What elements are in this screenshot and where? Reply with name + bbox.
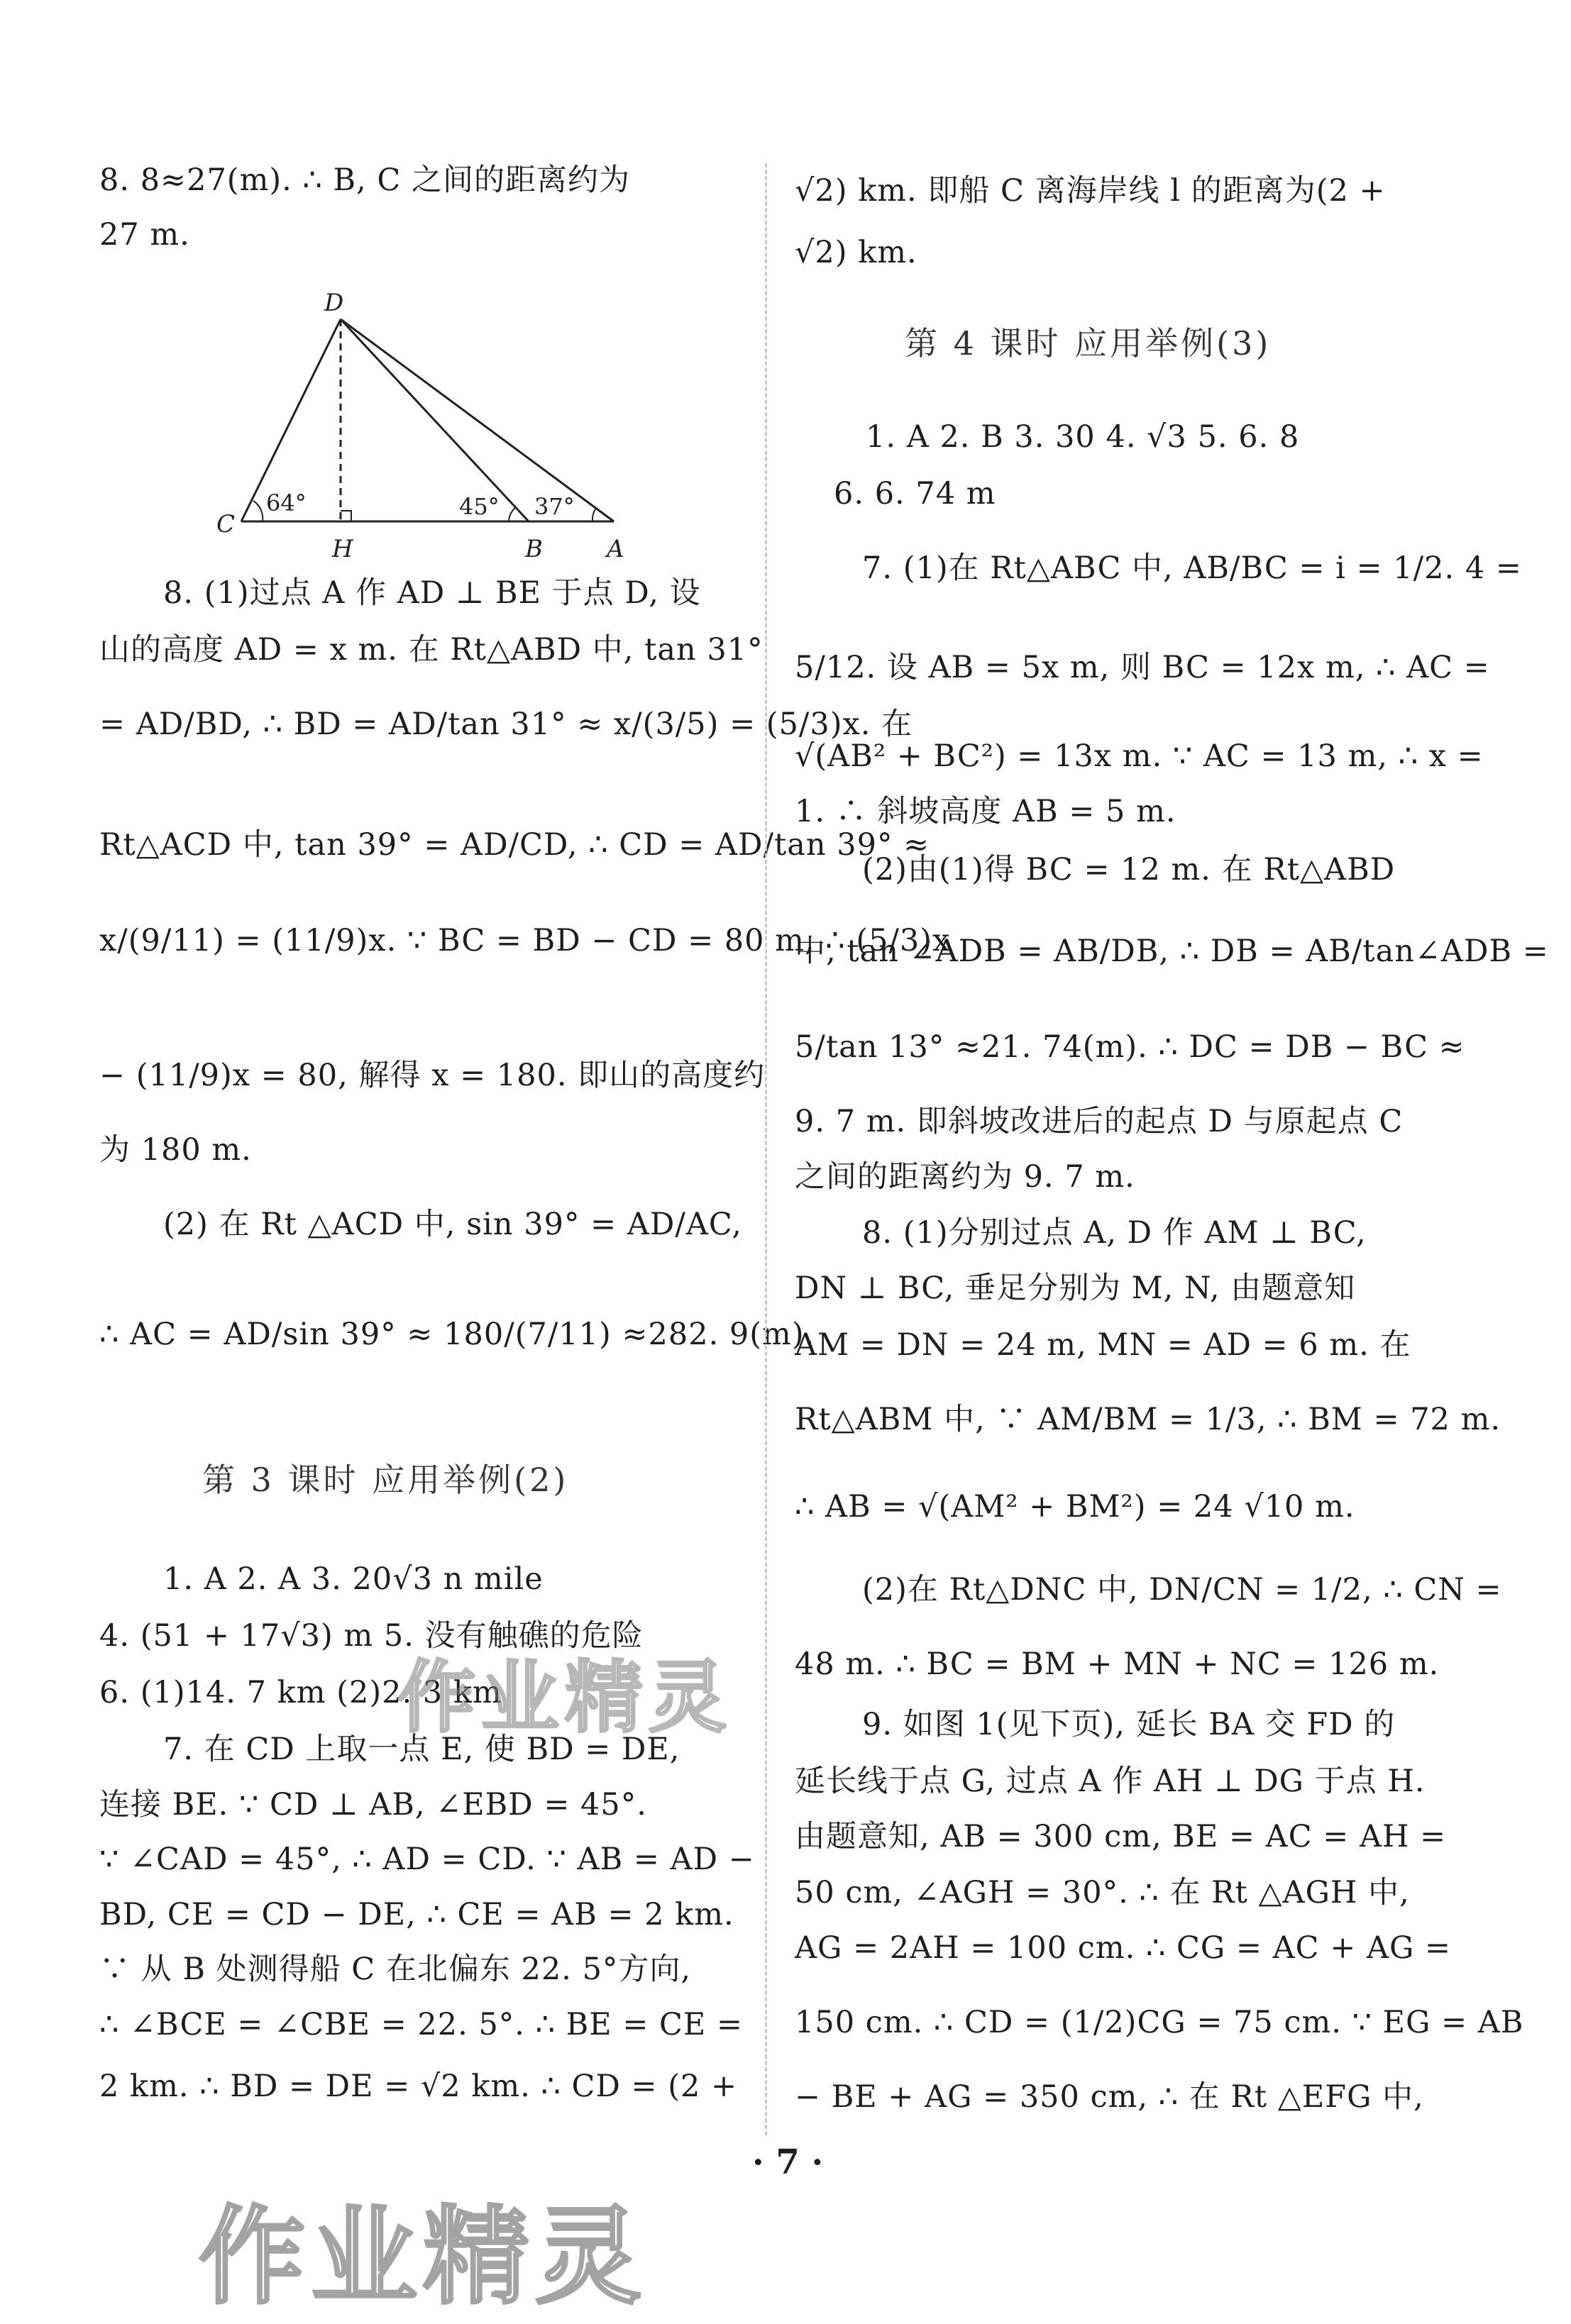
section-heading: 第 4 课时 应用举例(3) bbox=[905, 324, 1272, 363]
angle-label-64: 64° bbox=[266, 489, 307, 516]
text-line: 2 km. ∴ BD = DE = √2 km. ∴ CD = (2 + bbox=[99, 2069, 738, 2104]
text-line: 9. 7 m. 即斜坡改进后的起点 D 与原起点 C bbox=[795, 1104, 1404, 1139]
label-C: C bbox=[216, 510, 236, 538]
text-line: − BE + AG = 350 cm, ∴ 在 Rt △EFG 中, bbox=[795, 2079, 1424, 2115]
text-line: DN ⊥ BC, 垂足分别为 M, N, 由题意知 bbox=[795, 1271, 1356, 1306]
text-line: − (11/9)x = 80, 解得 x = 180. 即山的高度约 bbox=[99, 1058, 766, 1093]
text-line: Rt△ABM 中, ∵ AM/BM = 1/3, ∴ BM = 72 m. bbox=[795, 1402, 1501, 1437]
text-line: √(AB² + BC²) = 13x m. ∵ AC = 13 m, ∴ x = bbox=[795, 738, 1484, 774]
triangle-figure bbox=[202, 284, 642, 568]
text-line: ∵ ∠CAD = 45°, ∴ AD = CD. ∵ AB = AD − bbox=[99, 1842, 755, 1877]
watermark: 作业精灵 bbox=[199, 2196, 648, 2319]
text-line: ∴ AC = AD/sin 39° ≈ 180/(7/11) ≈282. 9(m). bbox=[99, 1317, 815, 1352]
text-line: AG = 2AH = 100 cm. ∴ CG = AC + AG = bbox=[795, 1930, 1452, 1966]
text-line: 山的高度 AD = x m. 在 Rt△ABD 中, tan 31° bbox=[99, 632, 764, 668]
text-line: √2) km. bbox=[795, 235, 917, 270]
text-line: (2)由(1)得 BC = 12 m. 在 Rt△ABD bbox=[862, 852, 1396, 887]
label-B: B bbox=[525, 535, 543, 563]
text-line: 27 m. bbox=[99, 217, 190, 253]
text-line: 7. (1)在 Rt△ABC 中, AB/BC = i = 1/2. 4 = bbox=[862, 550, 1522, 586]
text-line: 连接 BE. ∵ CD ⊥ AB, ∠EBD = 45°. bbox=[99, 1787, 647, 1822]
text-line: = AD/BD, ∴ BD = AD/tan 31° ≈ x/(3/5) = (5/3)x. 在 bbox=[99, 707, 913, 742]
right-angle-mark bbox=[341, 511, 351, 521]
angle-label-37: 37° bbox=[534, 493, 575, 520]
section-heading: 第 3 课时 应用举例(2) bbox=[202, 1461, 569, 1499]
text-line: 之间的距离约为 9. 7 m. bbox=[795, 1159, 1135, 1195]
text-line: 延长线于点 G, 过点 A 作 AH ⊥ DG 于点 H. bbox=[795, 1764, 1426, 1799]
text-line: 由题意知, AB = 300 cm, BE = AC = AH = bbox=[795, 1819, 1447, 1854]
text-line: (2) 在 Rt △ACD 中, sin 39° = AD/AC, bbox=[163, 1207, 742, 1242]
text-line: 7. 在 CD 上取一点 E, 使 BD = DE, bbox=[163, 1732, 680, 1767]
text-line: 48 m. ∴ BC = BM + MN + NC = 126 m. bbox=[795, 1647, 1440, 1682]
text-line: BD, CE = CD − DE, ∴ CE = AB = 2 km. bbox=[99, 1897, 734, 1932]
text-line: 50 cm, ∠AGH = 30°. ∴ 在 Rt △AGH 中, bbox=[795, 1875, 1410, 1910]
text-line: AM = DN = 24 m, MN = AD = 6 m. 在 bbox=[795, 1327, 1411, 1363]
column-divider bbox=[765, 163, 767, 2135]
text-line: 1. A 2. B 3. 30 4. √3 5. 6. 8 bbox=[866, 419, 1300, 455]
text-line: ∵ 从 B 处测得船 C 在北偏东 22. 5°方向, bbox=[99, 1952, 692, 1987]
watermark: 作业精灵 bbox=[397, 1652, 732, 1743]
text-line: 5/tan 13° ≈21. 74(m). ∴ DC = DB − BC ≈ bbox=[795, 1029, 1465, 1065]
angle-arc-45 bbox=[509, 507, 516, 521]
text-line: 8. (1)过点 A 作 AD ⊥ BE 于点 D, 设 bbox=[163, 575, 701, 611]
text-line: x/(9/11) = (11/9)x. ∵ BC = BD − CD = 80 m, ∴ (5/3)x bbox=[99, 923, 951, 958]
line-DB bbox=[341, 319, 529, 521]
label-D: D bbox=[324, 289, 344, 317]
text-line: 9. 如图 1(见下页), 延长 BA 交 FD 的 bbox=[862, 1707, 1396, 1742]
text-line: Rt△ACD 中, tan 39° = AD/CD, ∴ CD = AD/tan 39° ≈ bbox=[99, 827, 930, 863]
label-A: A bbox=[607, 535, 624, 563]
text-line: √2) km. 即船 C 离海岸线 l 的距离为(2 + bbox=[795, 173, 1386, 209]
angle-arc-37 bbox=[592, 508, 596, 521]
text-line: ∴ ∠BCE = ∠CBE = 22. 5°. ∴ BE = CE = bbox=[99, 2007, 744, 2042]
text-line: 8. 8≈27(m). ∴ B, C 之间的距离约为 bbox=[99, 162, 630, 198]
text-line: 6. (1)14. 7 km (2)2. 3 km bbox=[99, 1675, 502, 1710]
text-line: 为 180 m. bbox=[99, 1132, 252, 1168]
text-line: (2)在 Rt△DNC 中, DN/CN = 1/2, ∴ CN = bbox=[862, 1572, 1502, 1608]
text-line: 中, tan ∠ADB = AB/DB, ∴ DB = AB/tan∠ADB = bbox=[795, 934, 1549, 969]
text-line: 150 cm. ∴ CD = (1/2)CG = 75 cm. ∵ EG = AB bbox=[795, 2005, 1524, 2040]
text-line: 6. 6. 74 m bbox=[834, 476, 996, 511]
label-H: H bbox=[332, 535, 353, 563]
angle-label-45: 45° bbox=[459, 493, 500, 520]
text-line: 5/12. 设 AB = 5x m, 则 BC = 12x m, ∴ AC = bbox=[795, 650, 1490, 685]
text-line: 1. ∴ 斜坡高度 AB = 5 m. bbox=[795, 794, 1176, 829]
line-DA bbox=[341, 319, 614, 521]
angle-arc-64 bbox=[253, 501, 263, 521]
text-line: 1. A 2. A 3. 20√3 n mile bbox=[163, 1561, 544, 1597]
text-line: 4. (51 + 17√3) m 5. 没有触礁的危险 bbox=[99, 1618, 644, 1654]
text-line: ∴ AB = √(AM² + BM²) = 24 √10 m. bbox=[795, 1489, 1355, 1525]
text-line: 8. (1)分别过点 A, D 作 AM ⊥ BC, bbox=[862, 1215, 1367, 1251]
page-number: · 7 · bbox=[752, 2142, 824, 2182]
